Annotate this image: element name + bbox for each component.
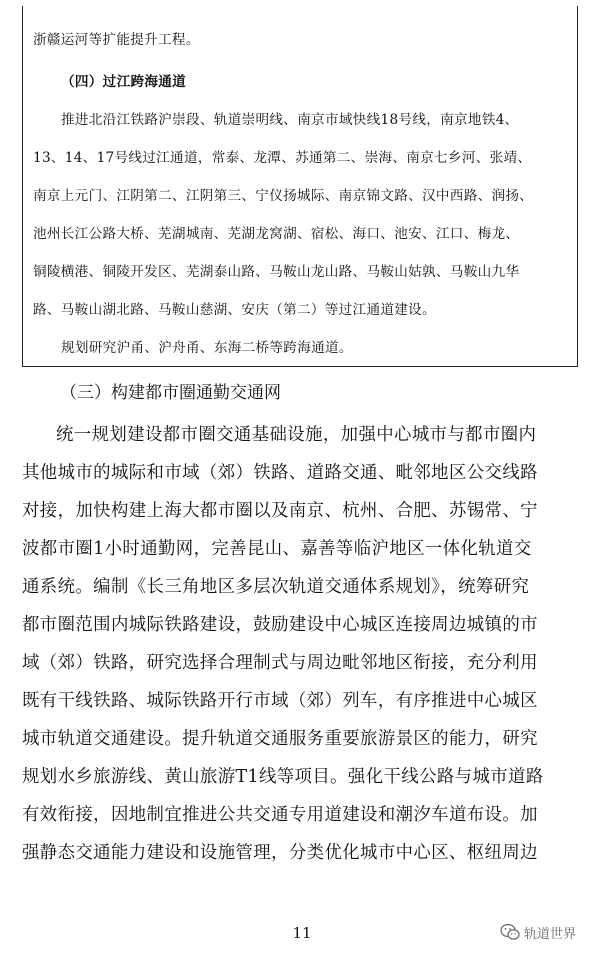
box-text-line: 池州长江公路大桥、芜湖城南、芜湖龙窝湖、宿松、海口、池安、江口、梅龙、 bbox=[33, 226, 520, 242]
body-text-line: 规划水乡旅游线、黄山旅游T1线等项目。强化干线公路与城市道路 bbox=[22, 767, 544, 787]
box-subheading: （四）过江跨海通道 bbox=[61, 74, 187, 90]
box-text-line: 南京上元门、江阴第二、江阴第三、宁仪扬城际、南京锦文路、汉中西路、润扬、 bbox=[33, 188, 534, 204]
body-text-line: 城市轨道交通建设。提升轨道交通服务重要旅游景区的能力，研究 bbox=[22, 729, 538, 749]
body-text-line: 其他城市的城际和市域（郊）铁路、道路交通、毗邻地区公交线路 bbox=[22, 463, 538, 483]
body-text-line: 都市圈范围内城际铁路建设，鼓励建设中心城区连接周边城镇的市 bbox=[22, 615, 538, 635]
body-text-line: 既有干线铁路、城际铁路开行市域（郊）列车，有序推进中心城区 bbox=[22, 691, 538, 711]
body-text-line: 域（郊）铁路，研究选择合理制式与周边毗邻地区衔接，充分利用 bbox=[22, 653, 538, 673]
boxed-excerpt bbox=[22, 6, 578, 367]
wechat-icon bbox=[500, 923, 520, 941]
page-number: 11 bbox=[292, 924, 312, 942]
body-text-line: 统一规划建设都市圈交通基础设施，加强中心城市与都市圈内 bbox=[56, 425, 537, 445]
watermark-text: 轨道世界 bbox=[524, 926, 577, 942]
watermark bbox=[500, 921, 576, 943]
box-text-line: 浙赣运河等扩能提升工程。 bbox=[33, 32, 200, 48]
section-heading: （三）构建都市圈通勤交通网 bbox=[60, 383, 281, 403]
box-text-line: 铜陵横港、铜陵开发区、芜湖泰山路、马鞍山龙山路、马鞍山姑孰、马鞍山九华 bbox=[33, 264, 520, 280]
box-text-line: 规划研究沪甬、沪舟甬、东海二桥等跨海通道。 bbox=[61, 340, 353, 356]
box-text-line: 13、14、17号线过江通道，常泰、龙潭、苏通第二、崇海、南京七乡河、张靖、 bbox=[33, 150, 532, 166]
box-text-line: 路、马鞍山湖北路、马鞍山慈湖、安庆（第二）等过江通道建设。 bbox=[33, 302, 436, 318]
box-text-line: 推进北沿江铁路沪崇段、轨道崇明线、南京市域快线18号线，南京地铁4、 bbox=[61, 112, 519, 128]
body-text-line: 对接，加快构建上海大都市圈以及南京、杭州、合肥、苏锡常、宁 bbox=[22, 501, 538, 521]
body-text-line: 强静态交通能力建设和设施管理，分类优化城市中心区、枢纽周边 bbox=[22, 843, 538, 863]
body-text-line: 有效衔接，因地制宜推进公共交通专用道建设和潮汐车道布设。加 bbox=[22, 805, 538, 825]
body-text-line: 波都市圈1小时通勤网，完善昆山、嘉善等临沪地区一体化轨道交 bbox=[22, 539, 532, 559]
body-text-line: 通系统。编制《长三角地区多层次轨道交通体系规划》，统筹研究 bbox=[22, 577, 530, 597]
